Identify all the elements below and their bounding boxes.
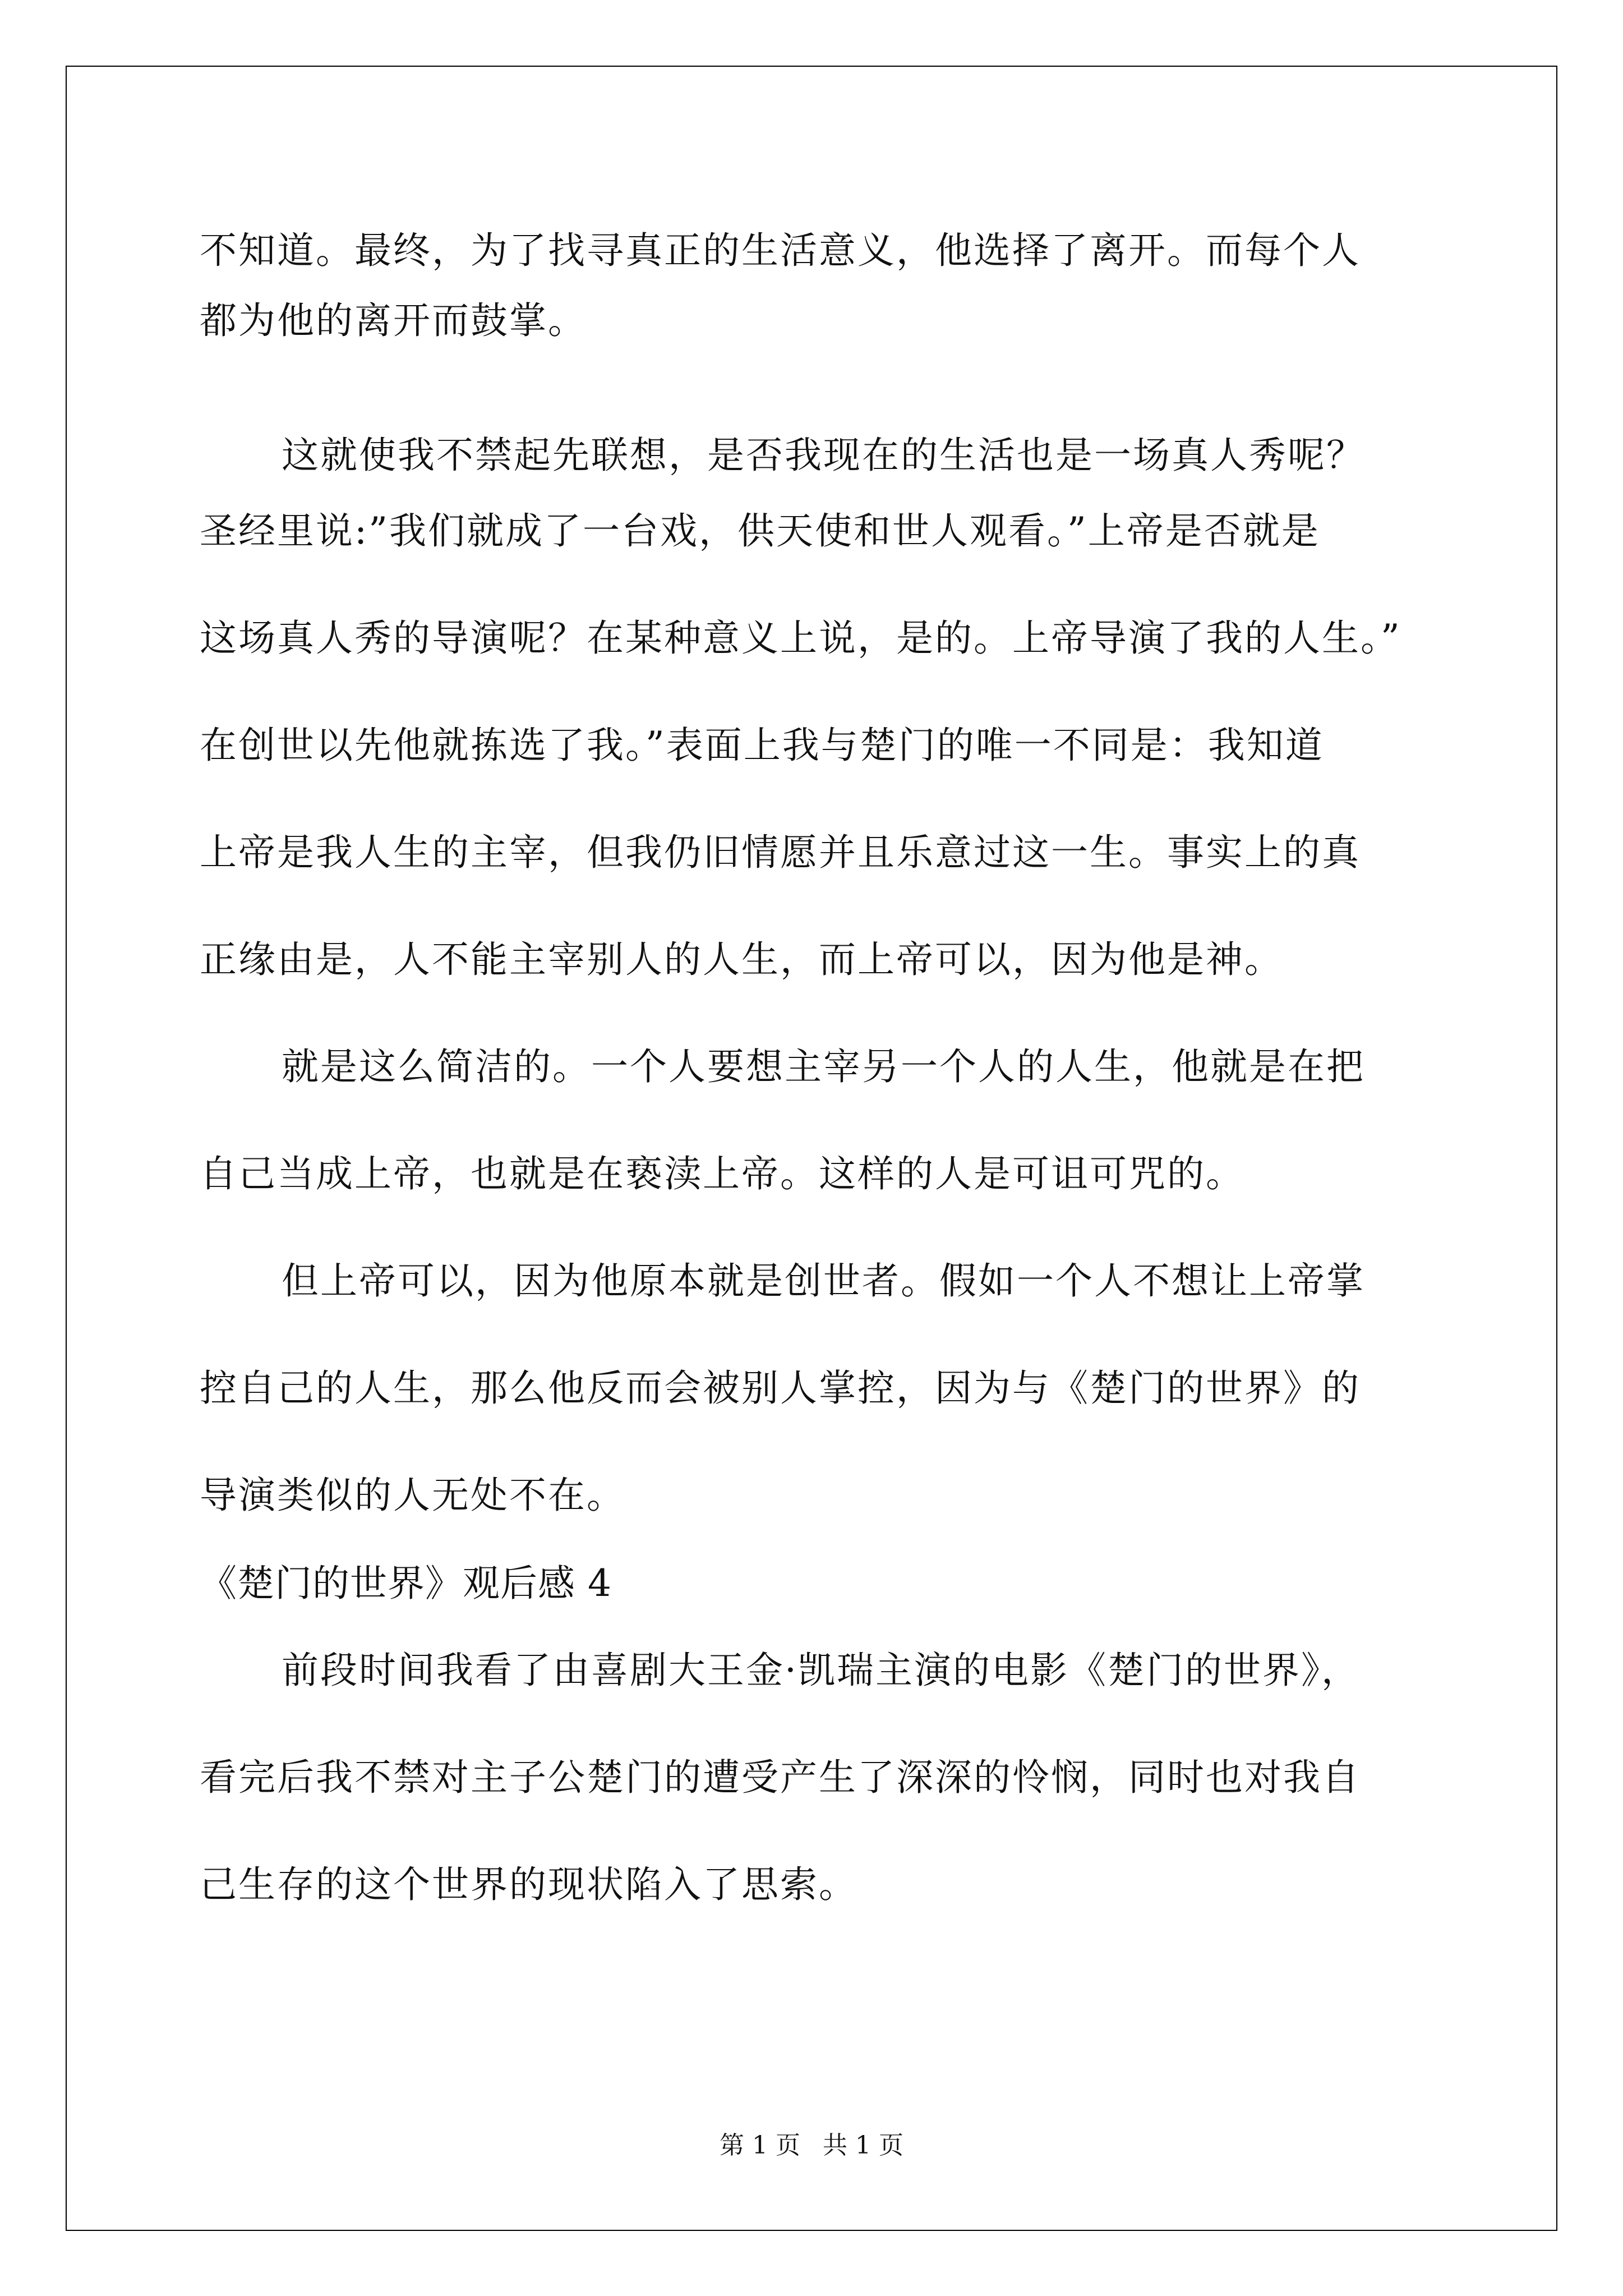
text-line: 控自己的人生，那么他反而会被别人掌控，因为与《楚门的世界》的 [200, 1366, 1361, 1410]
text-line: 就是这么简洁的。一个人要想主宰另一个人的人生，他就是在把 [282, 1045, 1365, 1088]
text-line: 圣经里说:”我们就成了一台戏，供天使和世人观看。”上帝是否就是 [200, 509, 1320, 553]
text-line: 不知道。最终，为了找寻真正的生活意义，他选择了离开。而每个人 [200, 229, 1361, 272]
document-page [66, 66, 1557, 2231]
section-title: 《楚门的世界》观后感 4 [200, 1562, 612, 1605]
text-line: 看完后我不禁对主子公楚门的遭受产生了深深的怜悯，同时也对我自 [200, 1756, 1361, 1799]
text-line: 在创世以先他就拣选了我。”表面上我与楚门的唯一不同是：我知道 [200, 724, 1324, 767]
text-line: 正缘由是，人不能主宰别人的人生，而上帝可以，因为他是神。 [200, 938, 1283, 981]
text-line: 上帝是我人生的主宰，但我仍旧情愿并且乐意过这一生。事实上的真 [200, 831, 1361, 874]
page-total: 共 1 页 [823, 2131, 903, 2160]
text-line: 但上帝可以，因为他原本就是创世者。假如一个人不想让上帝掌 [282, 1259, 1365, 1303]
text-line: 这就使我不禁起先联想，是否我现在的生活也是一场真人秀呢？ [282, 434, 1365, 477]
text-line: 前段时间我看了由喜剧大王金·凯瑞主演的电影《楚门的世界》， [282, 1649, 1360, 1692]
text-line: 己生存的这个世界的现状陷入了思索。 [200, 1863, 857, 1906]
text-line: 都为他的离开而鼓掌。 [200, 299, 587, 342]
page-footer [0, 2125, 1623, 2161]
text-line: 导演类似的人无处不在。 [200, 1474, 625, 1517]
text-line: 这场真人秀的导演呢？在某种意义上说，是的。上帝导演了我的人生。” [200, 616, 1401, 660]
text-line: 自己当成上帝，也就是在亵渎上帝。这样的人是可诅可咒的。 [200, 1152, 1244, 1195]
page-number: 第 1 页 [720, 2131, 800, 2160]
